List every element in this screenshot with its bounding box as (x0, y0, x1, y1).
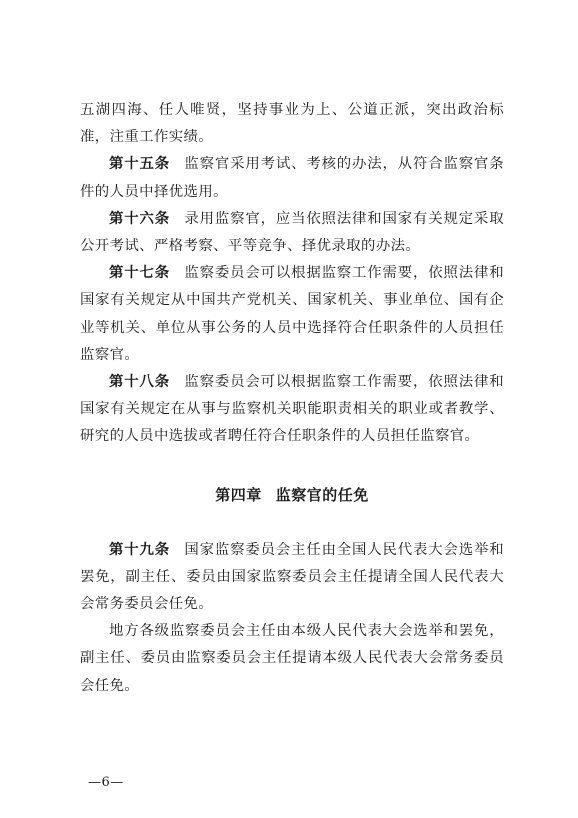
article-19-paragraph-2 (80, 618, 504, 700)
article-17 (80, 260, 504, 369)
chapter-heading (80, 484, 504, 506)
document-body (80, 97, 504, 700)
paragraph-continuation (80, 97, 504, 151)
article-number: 第十六条 (109, 210, 170, 227)
page-number: —6— (88, 775, 124, 790)
article-15 (80, 151, 504, 205)
article-18 (80, 369, 504, 451)
article-number: 第十八条 (109, 374, 170, 391)
paragraph-text: 地方各级监察委员会主任由本级人民代表大会选举和罢免，副主任、委员由监察委员会主任提请本级人民代表大会常务委员会任免。 (80, 623, 504, 694)
article-text: 国家监察委员会主任由全国人民代表大会选举和罢免，副主任、委员由国家监察委员会主任提请全国人民代表大会常务委员会任免。 (80, 541, 504, 613)
chapter-title: 监察官的任免 (275, 485, 369, 504)
article-16 (80, 206, 504, 260)
article-text: 录用监察官，应当依照法律和国家有关规定采取公开考试、严格考察、平等竞争、择优录取的办法。 (80, 210, 504, 255)
article-number: 第十五条 (109, 156, 170, 173)
article-number: 第十七条 (109, 265, 170, 282)
chapter-number: 第四章 (215, 485, 262, 504)
article-number: 第十九条 (109, 541, 170, 558)
article-text: 监察官采用考试、考核的办法，从符合监察官条件的人员中择优选用。 (80, 156, 504, 200)
article-19 (80, 537, 504, 619)
article-text: 监察委员会可以根据监察工作需要，依照法律和国家有关规定从中国共产党机关、国家机关、事业单位、国有企业等机关、单位从事公务的人员中选择符合任职条件的人员担任监察官。 (80, 265, 504, 363)
article-text: 监察委员会可以根据监察工作需要，依照法律和国家有关规定在从事与监察机关职能职责相关的职业或者教学、研究的人员中选拔或者聘任符合任职条件的人员担任监察官。 (80, 374, 504, 445)
paragraph-text: 五湖四海、任人唯贤，坚持事业为上、公道正派，突出政治标准，注重工作实绩。 (80, 102, 504, 146)
